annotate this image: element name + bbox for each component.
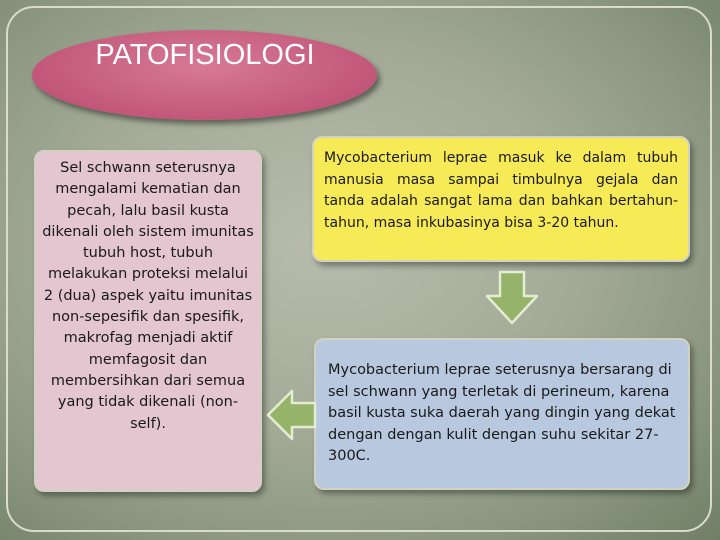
top-text-box: Mycobacterium leprae masuk ke dalam tubuh manusia masa sampai timbulnya gejala dan tanda adalah sangat lama dan bahkan bertahun-tahun, masa inkubasinya bisa 3-20 tahun. [312, 136, 690, 262]
page-title: PATOFISIOLOGI [95, 39, 315, 71]
bottom-text-box: Mycobacterium leprae seterusnya bersarang di sel schwann yang terletak di perineum, karena basil kusta suka daerah yang dingin yang dekat dengan dengan kulit dengan suhu sekitar 27-300C. [314, 338, 690, 490]
left-text-box: Sel schwann seterusnya mengalami kematian dan pecah, lalu basil kusta dikenali oleh sistem imunitas tubuh host, tubuh melakukan proteksi melalui 2 (dua) aspek yaitu imunitas non-sepesifik dan spesifik, makrofag menjadi aktif memfagosit dan membersihkan dari semua yang tidak dikenali (non-self). [34, 150, 262, 492]
arrow-down-icon [484, 270, 540, 326]
arrow-left-icon [266, 388, 318, 442]
